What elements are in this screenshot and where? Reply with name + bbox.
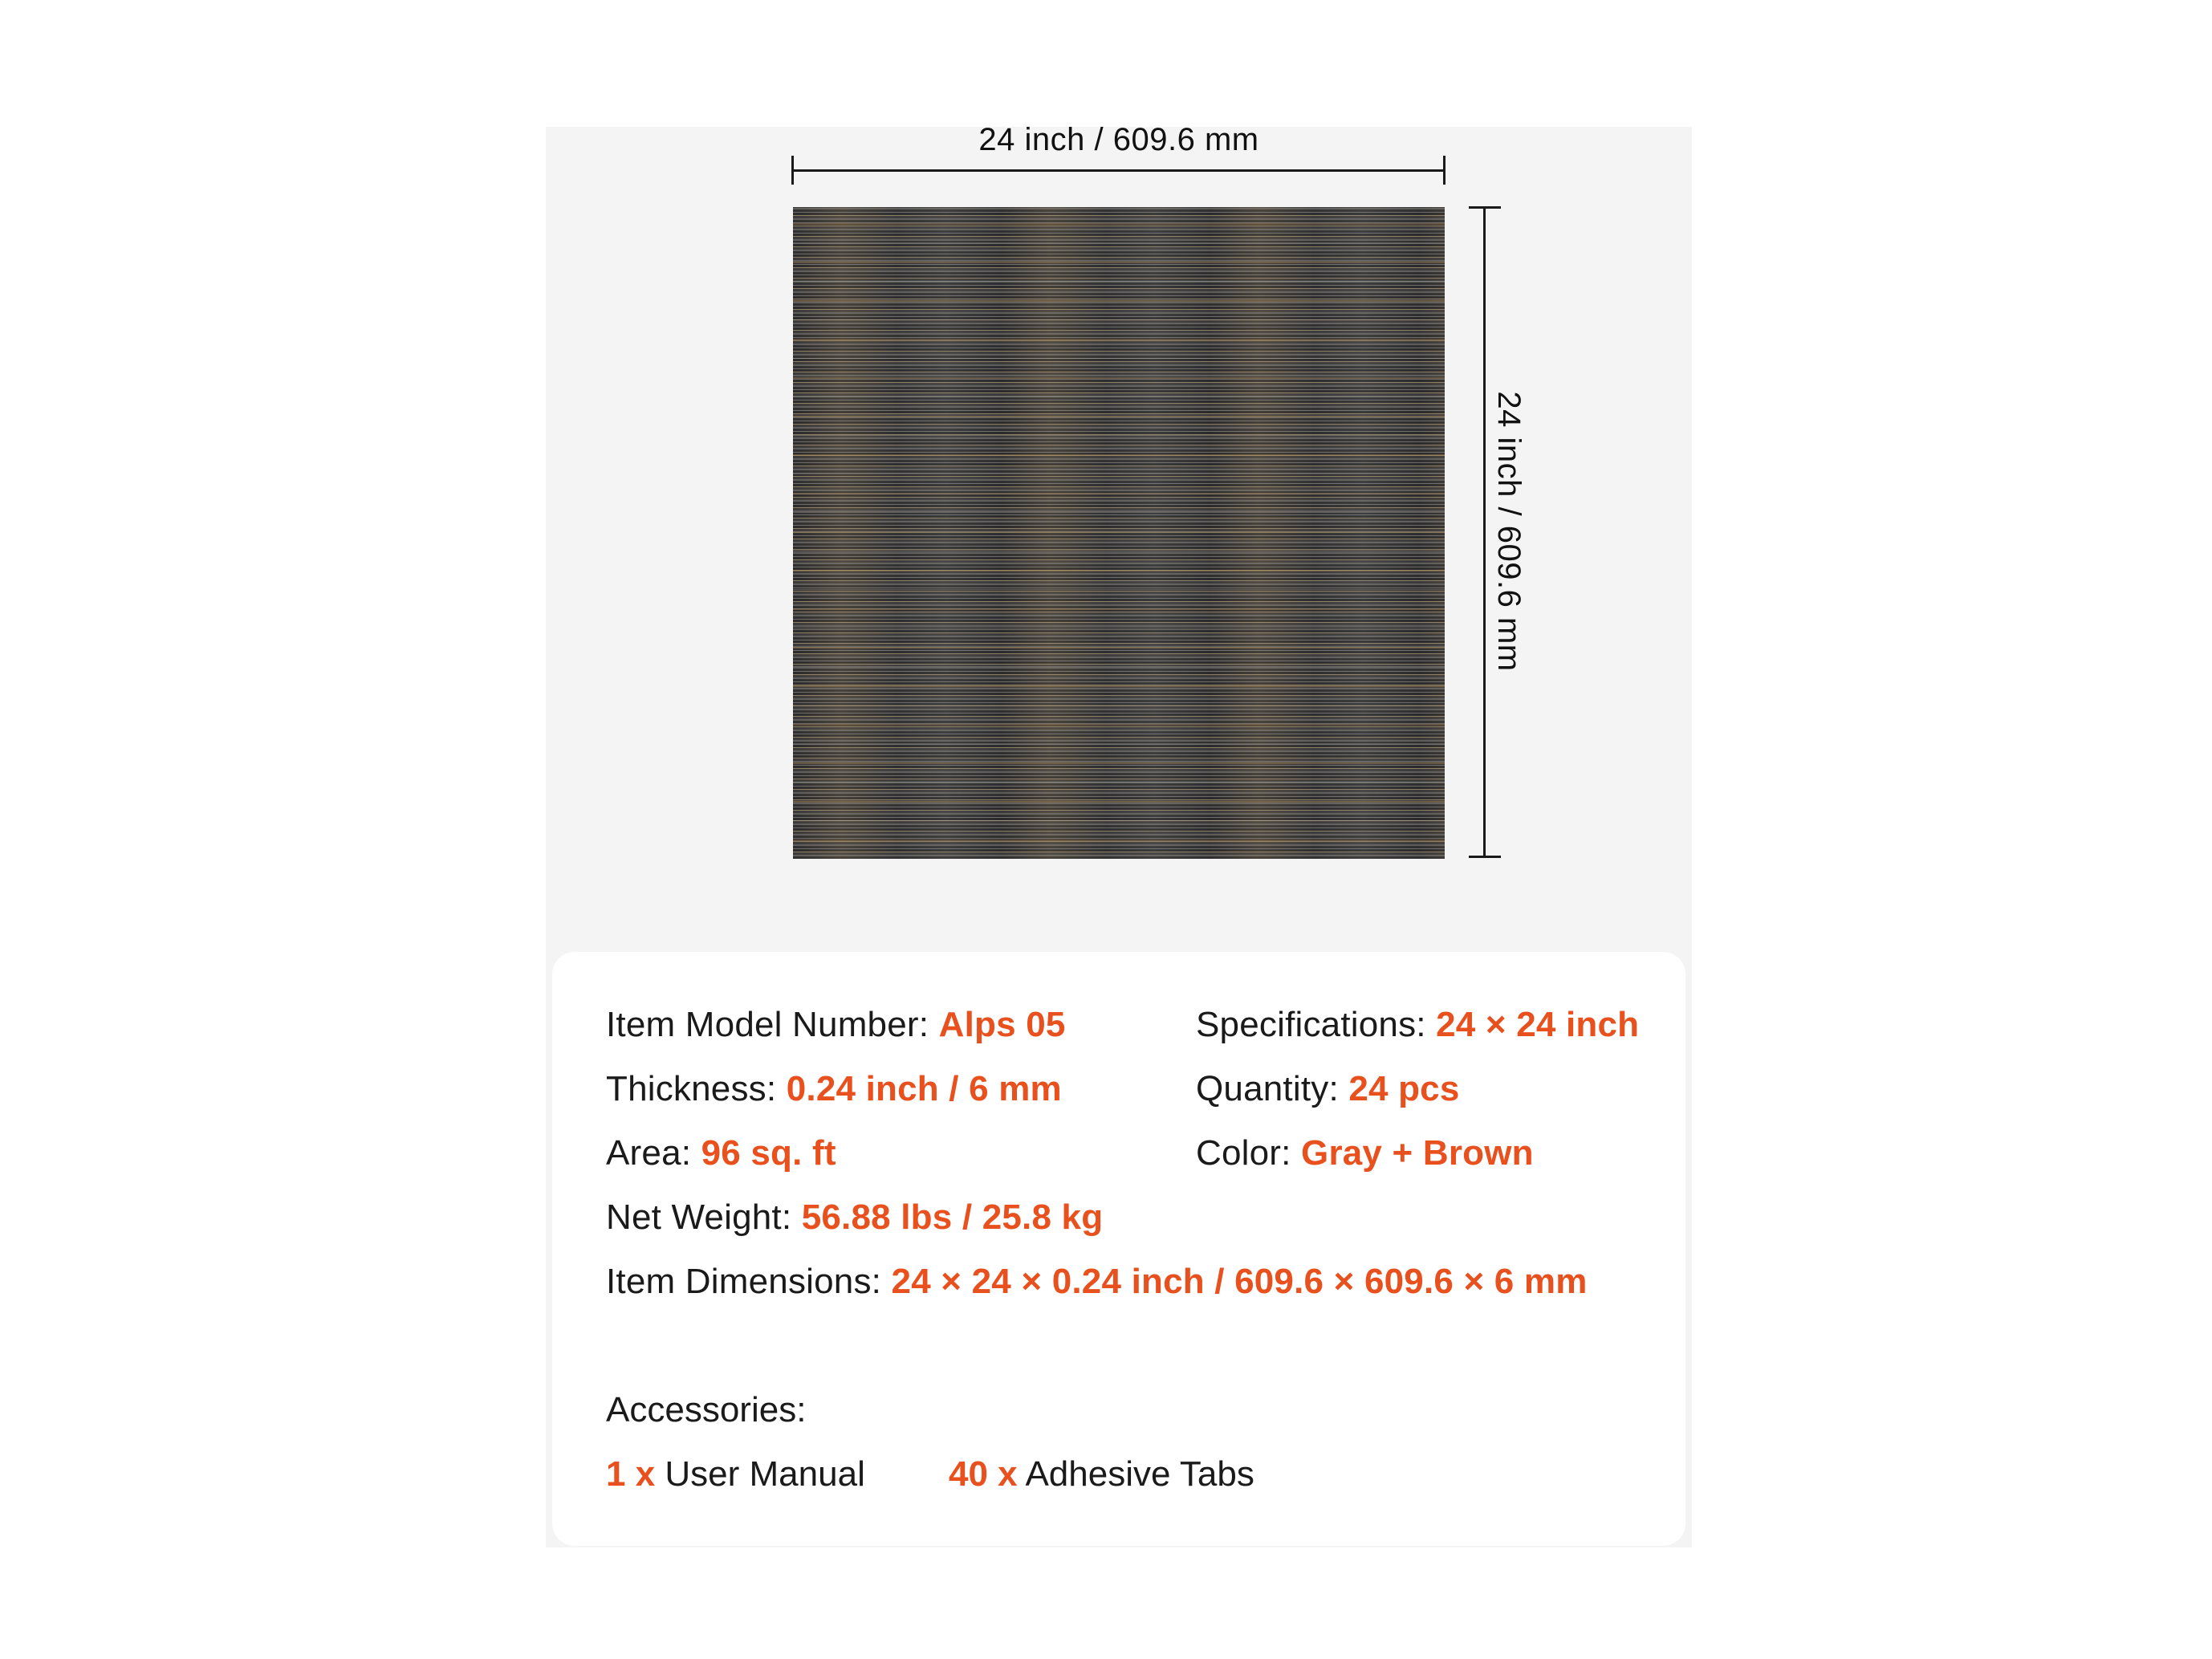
spec-area-label: Area: — [606, 1133, 692, 1173]
spec-item-dimensions-value: 24 × 24 × 0.24 inch / 609.6 × 609.6 × 6 mm — [891, 1262, 1588, 1301]
accessory-item — [949, 1454, 1254, 1494]
carpet-tile-image — [793, 207, 1445, 859]
spec-thickness — [606, 1069, 1062, 1109]
spec-model-value: Alps 05 — [938, 1005, 1066, 1044]
height-dimension-label: 24 inch / 609.6 mm — [1491, 391, 1527, 672]
spec-model-label: Item Model Number: — [606, 1005, 929, 1044]
spec-net-weight-label: Net Weight: — [606, 1197, 792, 1237]
spec-quantity — [1196, 1069, 1460, 1109]
spec-specifications — [1196, 1005, 1639, 1045]
accessory-qty: 1 x — [606, 1454, 656, 1494]
spec-item-dimensions — [606, 1262, 1588, 1302]
spec-net-weight — [606, 1197, 1103, 1238]
spec-quantity-label: Quantity: — [1196, 1069, 1339, 1108]
width-dimension-line — [793, 169, 1445, 172]
spec-net-weight-value: 56.88 lbs / 25.8 kg — [801, 1197, 1104, 1237]
width-dimension-tick-right — [1443, 156, 1446, 185]
spec-quantity-value: 24 pcs — [1348, 1069, 1460, 1108]
spec-thickness-label: Thickness: — [606, 1069, 777, 1108]
accessory-name: Adhesive Tabs — [1025, 1454, 1254, 1494]
accessories-title: Accessories: — [606, 1390, 807, 1429]
accessory-item — [606, 1454, 865, 1494]
spec-model — [606, 1005, 1066, 1045]
spec-thickness-value: 0.24 inch / 6 mm — [786, 1069, 1062, 1108]
spec-color-label: Color: — [1196, 1133, 1291, 1173]
spec-specifications-label: Specifications: — [1196, 1005, 1426, 1044]
width-dimension-label: 24 inch / 609.6 mm — [978, 122, 1259, 157]
spec-color — [1196, 1133, 1534, 1173]
spec-specifications-value: 24 × 24 inch — [1436, 1005, 1640, 1044]
width-dimension-tick-left — [791, 156, 794, 185]
accessory-qty: 40 x — [949, 1454, 1018, 1494]
spec-item-dimensions-label: Item Dimensions: — [606, 1262, 882, 1301]
spec-color-value: Gray + Brown — [1301, 1133, 1534, 1173]
spec-area-value: 96 sq. ft — [701, 1133, 836, 1173]
spec-area — [606, 1133, 836, 1173]
accessory-name: User Manual — [665, 1454, 865, 1494]
